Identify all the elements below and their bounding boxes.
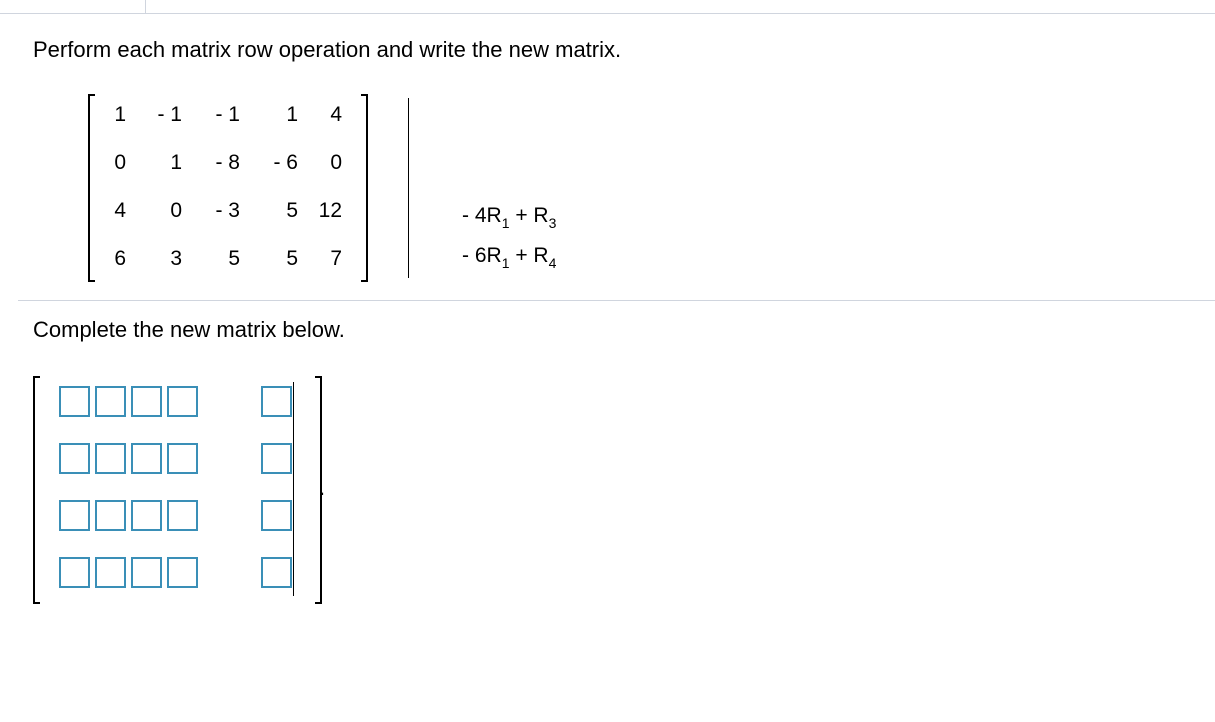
matrix-cell: 1 — [114, 103, 126, 126]
answer-input-r2c1[interactable] — [59, 443, 90, 474]
top-divider-tick — [145, 0, 146, 13]
answer-input-r4c5[interactable] — [261, 557, 292, 588]
answer-input-r1c4[interactable] — [167, 386, 198, 417]
matrix-cell: 12 — [318, 199, 342, 222]
matrix-cell: 1 — [170, 151, 182, 174]
matrix-cell: 3 — [170, 247, 182, 270]
matrix-cell: 5 — [286, 247, 298, 270]
matrix-cell: - 1 — [215, 103, 240, 126]
answer-input-r3c3[interactable] — [131, 500, 162, 531]
answer-input-r1c5[interactable] — [261, 386, 292, 417]
augment-line — [408, 98, 409, 278]
answer-input-r3c5[interactable] — [261, 500, 292, 531]
matrix-cell: 1 — [286, 103, 298, 126]
answer-input-r4c3[interactable] — [131, 557, 162, 588]
matrix-cell: 4 — [114, 199, 126, 222]
trailing-period: . — [319, 475, 326, 500]
answer-input-r3c1[interactable] — [59, 500, 90, 531]
op-prefix: - 4R — [462, 204, 502, 227]
op-mid: + R — [509, 204, 549, 227]
answer-input-r2c2[interactable] — [95, 443, 126, 474]
left-bracket — [88, 94, 95, 282]
answer-input-r1c2[interactable] — [95, 386, 126, 417]
answer-input-r2c5[interactable] — [261, 443, 292, 474]
matrix-cell: 7 — [330, 247, 342, 270]
matrix-cell: 5 — [228, 247, 240, 270]
section-divider — [18, 300, 1215, 301]
answer-input-r2c4[interactable] — [167, 443, 198, 474]
answer-input-r1c3[interactable] — [131, 386, 162, 417]
answer-input-r4c4[interactable] — [167, 557, 198, 588]
answer-input-r2c3[interactable] — [131, 443, 162, 474]
answer-input-r4c2[interactable] — [95, 557, 126, 588]
answer-input-r3c4[interactable] — [167, 500, 198, 531]
instruction-text: Perform each matrix row operation and write the new matrix. — [33, 37, 622, 62]
row-operation-2 — [462, 243, 556, 269]
top-divider — [0, 13, 1215, 14]
matrix-cell: 0 — [114, 151, 126, 174]
left-bracket — [33, 376, 40, 604]
matrix-cell: 0 — [170, 199, 182, 222]
op-sub: 1 — [501, 255, 510, 271]
right-bracket — [361, 94, 368, 282]
answer-instruction: Complete the new matrix below. — [33, 317, 345, 342]
matrix-cell: - 6 — [273, 151, 298, 174]
op-sub: 4 — [548, 255, 557, 271]
matrix-cell: 6 — [114, 247, 126, 270]
matrix-cell: - 8 — [215, 151, 240, 174]
matrix-cell: 0 — [330, 151, 342, 174]
matrix-cell: 5 — [286, 199, 298, 222]
matrix-cell: 4 — [330, 103, 342, 126]
answer-input-r4c1[interactable] — [59, 557, 90, 588]
matrix-cell: - 1 — [157, 103, 182, 126]
answer-input-r1c1[interactable] — [59, 386, 90, 417]
op-sub: 3 — [548, 215, 557, 231]
op-mid: + R — [509, 244, 549, 267]
given-matrix — [88, 94, 368, 284]
row-operation-1 — [462, 203, 556, 229]
op-prefix: - 6R — [462, 244, 502, 267]
matrix-cell: - 3 — [215, 199, 240, 222]
augment-line — [293, 382, 294, 596]
answer-input-r3c2[interactable] — [95, 500, 126, 531]
answer-matrix — [33, 376, 326, 606]
op-sub: 1 — [501, 215, 510, 231]
